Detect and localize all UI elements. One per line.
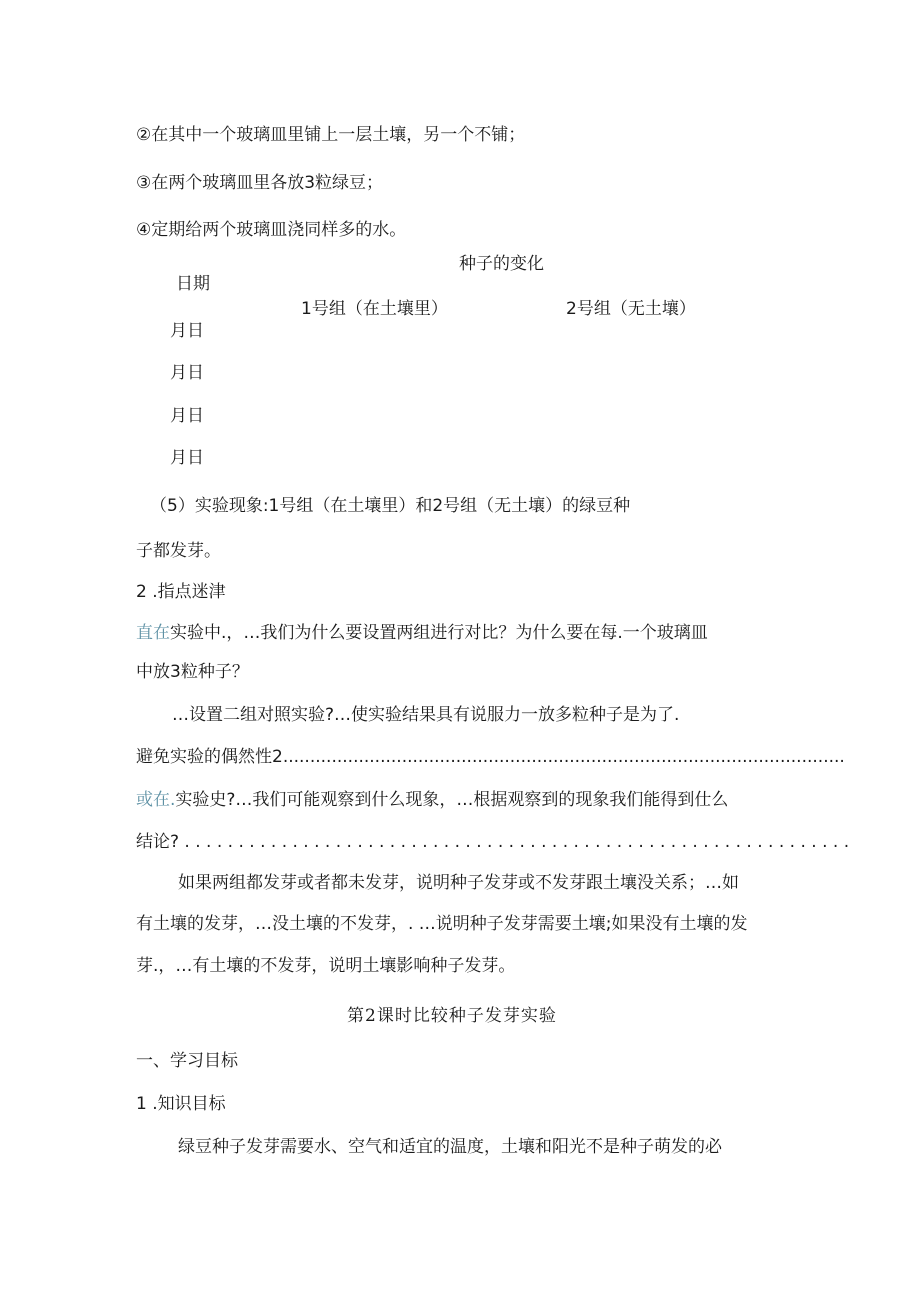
- question-2-prefix: 或在.: [136, 790, 176, 810]
- observation-line-2: 子都发芽。: [136, 541, 221, 561]
- answer-2-line-1: 如果两组都发芽或者都未发芽，说明种子发芽或不发芽跟土壤没关系；…如: [178, 873, 739, 893]
- lesson-2-title: 第2课时比较种子发芽实验: [347, 1006, 557, 1026]
- observation-line-1: （5）实验现象:1号组（在土壤里）和2号组（无土壤）的绿豆种: [150, 496, 631, 516]
- table-row-date: 月日: [170, 406, 204, 426]
- group1-header: 1号组（在土壤里）: [301, 299, 448, 319]
- step-2: ②在其中一个玻璃皿里铺上一层土壤，另一个不铺；: [136, 125, 526, 145]
- knowledge-goal-text: 绿豆种子发芽需要水、空气和适宜的温度，土壤和阳光不是种子萌发的必: [178, 1137, 722, 1157]
- answer-2-line-3: 芽.，…有土壤的不发芽，说明土壤影响种子发芽。: [136, 956, 516, 976]
- question-1-line-2: 中放3粒种子？: [136, 662, 249, 682]
- section-learning-goals: 一、学习目标: [136, 1051, 238, 1071]
- table-row-date: 月日: [170, 448, 204, 468]
- question-2-line-2: 结论? . . . . . . . . . . . . . . . . . . . . . . . . . . . . . . . . . . . . . . . . . . . . . . . . . . . . . . . . . . . . . .: [136, 832, 850, 852]
- table-caption: 种子的变化: [459, 254, 544, 274]
- answer-1-line-2: 避免实验的偶然性2........................................................................................................: [136, 747, 845, 767]
- question-2-text: 实验史?…我们可能观察到什么现象，…根据观察到的现象我们能得到仕么: [175, 790, 729, 810]
- step-3: ③在两个玻璃皿里各放3粒绿豆；: [136, 173, 384, 193]
- answer-2-line-2: 有土壤的发芽，…没土壤的不发芽，. …说明种子发芽需要土壤;如果没有土壤的发: [136, 914, 748, 934]
- step-4: ④定期给两个玻璃皿浇同样多的水。: [136, 220, 407, 240]
- question-2-line-1: [136, 789, 728, 811]
- question-1-prefix: 直在: [136, 623, 170, 643]
- date-header: 日期: [176, 274, 210, 294]
- tips-heading: 2 .指点迷津: [136, 582, 226, 602]
- subsection-knowledge-goals: 1 .知识目标: [136, 1094, 226, 1114]
- answer-1-line-1: …设置二组对照实验?…使实验结果具有说服力一放多粒种子是为了.: [172, 705, 680, 725]
- question-1-line-1: [136, 622, 708, 644]
- group2-header: 2号组（无土壤）: [566, 299, 696, 319]
- table-row-date: 月日: [170, 363, 204, 383]
- table-row-date: 月日: [170, 321, 204, 341]
- question-1-text: 实验中.，…我们为什么要设置两组进行对比？为什么要在每.一个玻璃皿: [170, 623, 708, 643]
